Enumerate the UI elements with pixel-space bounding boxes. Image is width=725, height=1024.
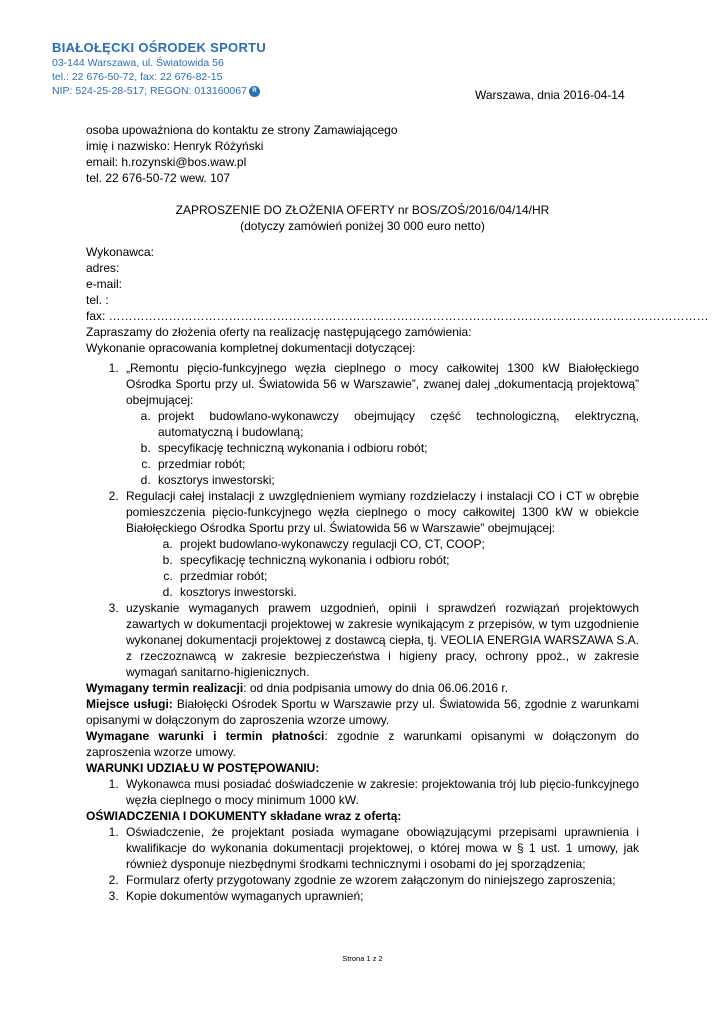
document-subtitle: (dotyczy zamówień poniżej 30 000 euro netto) [240, 219, 485, 233]
list-item: 1. Oświadczenie, że projektant posiada wymagane obowiązującymi przepisami uprawnienia i kwalifikacje do wykonania dokumentacji projektowej, o której mowa w § 1 ust. 1 umowy, jak również dysponuje niezbędnymi środkami technicznymi i osobami do jej sporządzenia; [122, 824, 639, 872]
miejsce-text: Białołęcki Ośrodek Sportu w Warszawie przy ul. Światowida 56, zgodnie z warunkami opisanymi w dołączonym do zaproszenia wzorze umowy. [86, 697, 640, 727]
scope-item [122, 488, 639, 600]
scope-item-text: „Remontu pięcio-funkcyjnego węzła cieplnego o mocy całkowitej 1300 kW Białołęckiego Ośrodka Sportu przy ul. Światowida 56 w Warszawie”, zwanej dalej „dokumentacją projektową” obejmującej: [126, 361, 639, 407]
oswiadczenia-heading [86, 808, 639, 824]
organization-address: 03-144 Warszawa, ul. Światowida 56 [52, 57, 224, 69]
sublist-item: c. przedmiar robót; [154, 456, 639, 472]
platnosci-text: : zgodnie z warunkami opisanymi w dołączonym do zaproszenia wzorze umowy. [86, 729, 640, 759]
scope-item-text: Regulacji całej instalacji z uwzględnieniem wymiany rozdzielaczy i instalacji CO i CT w obrębie pomieszczenia pięcio-funkcyjnego węzła cieplnego o mocy całkowitej 1300 kW w obiekcie Białołęckiego Ośrodka Sportu przy ul. Światowida 56 w Warszawie” obejmującej: [126, 489, 639, 535]
contact-line-1: osoba upoważniona do kontaktu ze strony Zamawiającego [86, 123, 398, 137]
organization-ids-text: NIP: 524-25-28-517; REGON: 013160067 [52, 85, 247, 97]
recipient-address: adres: [86, 261, 120, 275]
sublist-item: b. specyfikację techniczną wykonania i odbioru robót; [154, 440, 639, 456]
scope-list [86, 360, 639, 680]
recipient-email: e-mail: [86, 277, 123, 291]
letterhead [52, 40, 266, 98]
document-body [86, 122, 709, 904]
organization-ids [52, 84, 266, 98]
sublist-item: d. kosztorys inwestorski. [176, 584, 639, 600]
registered-icon: R [249, 86, 260, 97]
list-item: 1. Wykonawca musi posiadać doświadczenie w zakresie: projektowania trój lub pięcio-funkcyjnego węzła cieplnego o mocy minimum 1000 kW. [122, 776, 639, 808]
miejsce-paragraph [86, 696, 639, 728]
list-item: 2. Formularz oferty przygotowany zgodnie ze wzorem załączonym do niniejszego zaproszenia; [122, 872, 639, 888]
miejsce-label: Miejsce usługi: [86, 697, 173, 711]
platnosci-label: Wymagane warunki i termin płatności [86, 729, 325, 743]
page-number: Strona 1 z 2 [342, 954, 383, 963]
contact-line-3: email: h.rozynski@bos.waw.pl [86, 155, 247, 169]
sublist-item: b. specyfikację techniczną wykonania i odbioru robót; [176, 552, 639, 568]
contact-line-4: tel. 22 676-50-72 wew. 107 [86, 171, 231, 185]
warunki-heading-text: WARUNKI UDZIAŁU W POSTĘPOWANIU: [86, 761, 320, 775]
intro-line-2: Wykonanie opracowania kompletnej dokumentacji dotyczącej: [86, 341, 416, 355]
scope-item [122, 600, 639, 680]
recipient-wykonawca: Wykonawca: [86, 245, 154, 259]
termin-paragraph [86, 680, 639, 696]
warunki-list [86, 776, 639, 808]
organization-phone: tel.: 22 676-50-72, fax: 22 676-82-15 [52, 71, 223, 83]
scope-item [122, 360, 639, 488]
recipient-phone: tel. : [86, 293, 109, 307]
scope-item-text: uzyskanie wymaganych prawem uzgodnień, opinii i sprawdzeń rozwiązań projektowych zawartych w dokumentacji projektowej w zakresie wynikającym z przepisów, w tym uzgodnienie wykonanej dokumentacji projektowej z dostawcą ciepła, tj. VEOLIA ENERGIA WARSZAWA S.A. z rzeczoznawcą w zakresie bezpieczeństwa i higieny pracy, ochrony ppoż., w zakresie wymagań sanitarno-higienicznych. [126, 601, 639, 679]
list-item: 3. Kopie dokumentów wymaganych uprawnień; [122, 888, 639, 904]
contact-line-2: imię i nazwisko: Henryk Różyński [86, 139, 264, 153]
document-date: Warszawa, dnia 2016-04-14 [475, 88, 625, 102]
oswiadczenia-heading-text: OŚWIADCZENIA I DOKUMENTY składane wraz z ofertą: [86, 809, 402, 823]
intro-line-1: Zapraszamy do złożenia oferty na realizację następującego zamówienia: [86, 325, 472, 339]
scope-sublist [104, 408, 639, 488]
organization-name: BIAŁOŁĘCKI OŚRODEK SPORTU [52, 40, 267, 55]
sublist-item: a. projekt budowlano-wykonawczy regulacji CO, CT, COOP; [176, 536, 639, 552]
termin-text: : od dnia podpisania umowy do dnia 06.06.2016 r. [243, 681, 509, 695]
sublist-item: c. przedmiar robót; [176, 568, 639, 584]
sublist-item: a. projekt budowlano-wykonawczy obejmujący część technologiczną, elektryczną, automatyczną i budowlaną; [154, 408, 639, 440]
platnosci-paragraph [86, 728, 639, 760]
document-title: ZAPROSZENIE DO ZŁOŻENIA OFERTY nr BOS/ZOŚ/2016/04/14/HR [175, 203, 550, 217]
oswiadczenia-list [86, 824, 639, 904]
sublist-item: d. kosztorys inwestorski; [154, 472, 639, 488]
warunki-heading [86, 760, 639, 776]
termin-label: Wymagany termin realizacji [86, 681, 244, 695]
scope-sublist [126, 536, 639, 600]
recipient-fax: fax: …………………………………………………………………………………………………………………………………… [86, 309, 709, 323]
